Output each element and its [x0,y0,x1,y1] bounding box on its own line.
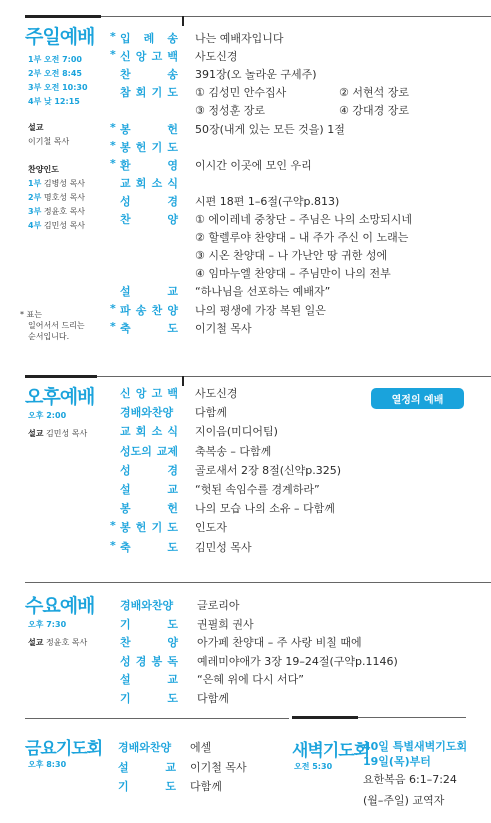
order-label: 신 앙 고 백 [120,50,178,64]
standing-marker: * [110,538,116,552]
sunday-time-4: 4부 낮 12:15 [28,97,80,106]
standing-marker: * [110,519,116,533]
leader-row: 2부 명호성 목사 [28,193,86,202]
order-value: 나는 예배자입니다 [195,32,284,45]
order-label: 교 회 소 식 [120,425,178,439]
wednesday-info [28,618,87,650]
afternoon-top-tick [182,376,184,386]
order-label: 성 경 [120,463,178,477]
sunday-time-3: 3부 오전 10:30 [28,83,88,92]
standing-marker: * [110,156,116,170]
leader-row: 4부 김민성 목사 [28,221,86,230]
sunday-top-line [101,16,491,17]
order-label: 경배와찬양 [118,741,172,754]
order-value: 축복송 – 다함께 [195,444,272,458]
order-label: 설 교 [120,483,178,496]
order-label: 축 도 [120,540,178,554]
leader-row: 3부 정윤호 목사 [28,207,86,216]
order-value: “은혜 위에 다시 서다” [197,673,304,687]
wednesday-title: 수요예배 [25,595,95,617]
sunday-time-1: 1부 오전 7:00 [28,55,82,64]
standing-marker: * [110,30,116,43]
sunday-sermon-pastor: 이기철 목사 [28,137,70,146]
order-label: 찬 양 [120,213,178,226]
wednesday-sermon: 설교 정윤호 목사 [28,638,88,647]
order-label: 기 도 [120,617,178,631]
order-value: 사도신경 [195,50,238,64]
order-value: 나의 평생에 가장 복된 일은 [195,303,326,317]
order-value: 나의 모습 나의 소유 – 다함께 [195,502,335,516]
sunday-top-rule [25,15,101,18]
order-label: 봉 헌 기 도 [120,521,178,535]
order-label: 환 영 [120,158,178,172]
wednesday-time: 오후 7:30 [28,620,67,629]
order-value: 다함께 [195,406,227,420]
order-value: 예레미야애가 3장 19–24절(구약p.1146) [197,654,398,668]
order-value: 골로새서 2장 8절(신약p.325) [195,463,342,477]
order-label: 성 경 봉 독 [120,654,178,668]
order-value: 50장(내게 있는 모든 것을) 1절 [195,122,345,136]
sunday-sermon [28,121,69,149]
order-label: 축 도 [120,321,178,335]
order-value: 이시간 이곳에 모인 우리 [195,158,312,172]
order-label: 설 교 [120,673,178,687]
afternoon-title: 오후예배 [25,386,95,408]
dawn-detail-1: 요한복음 6:1–7:24 [363,773,457,786]
order-value: 이기철 목사 [195,321,252,335]
order-value: ② 할렐루야 찬양대 – 내 주가 주신 이 노래는 [195,231,409,245]
order-value: 다함께 [190,780,222,793]
order-label: 경배와찬양 [120,406,174,420]
afternoon-top-line [97,376,491,377]
dawn-title: 새벽기도회 [292,741,370,761]
order-label: 교 회 소 식 [120,176,178,190]
dawn-headline-2: 19일(목)부터 [363,755,431,768]
order-value: 김민성 목사 [195,540,252,554]
order-value: ① 에이레네 중창단 – 주님은 나의 소망되시네 [195,213,412,226]
sunday-times [28,53,88,109]
order-label: 파 송 찬 양 [120,303,178,317]
order-value: ① 김성민 안수집사 [195,86,287,100]
order-value: ④ 임마누엘 찬양대 – 주님만이 나의 전부 [195,267,391,281]
standing-marker: * [110,319,116,333]
order-value-secondary: ② 서현석 장로 [339,86,409,100]
order-label: 기 도 [120,692,178,705]
order-value: ③ 시온 찬양대 – 나 가난안 땅 귀한 성에 [195,249,388,263]
order-label: 봉 헌 기 도 [120,140,178,154]
order-label: 찬 송 [120,68,178,82]
order-label: 참 회 기 도 [120,86,178,100]
standing-marker: * [110,301,116,315]
dawn-top-line [358,717,466,718]
friday-top-line [25,718,289,719]
order-label: 성 경 [120,194,178,208]
order-label: 찬 양 [120,636,178,650]
order-label: 봉 헌 [120,502,178,516]
order-value: 인도자 [195,521,227,535]
sunday-title: 주일예배 [25,26,95,48]
passion-worship-badge: 열정의 예배 [371,388,464,409]
sunday-praise-heading: 찬양인도 [28,165,59,174]
standing-marker: * [110,138,116,152]
afternoon-top-rule [25,375,97,378]
order-label: 설 교 [118,760,176,774]
afternoon-time: 오후 2:00 [28,411,67,420]
dawn-top-rule [292,716,358,719]
order-value: 시편 18편 1–6절(구약p.813) [195,194,340,208]
order-value: 다함께 [197,692,229,705]
order-value: 지이음(미디어팀) [195,425,278,439]
sunday-time-2: 2부 오전 8:45 [28,69,82,78]
order-value: “헛된 속임수를 경계하라” [195,483,320,496]
order-value-secondary: ④ 강대경 장로 [339,104,409,118]
sunday-top-tick [182,16,184,26]
order-value: 에셀 [190,741,212,754]
order-label: 설 교 [120,285,178,299]
order-value: 글로리아 [197,599,240,612]
afternoon-info [28,409,87,441]
order-label: 경배와찬양 [120,599,174,612]
order-value: ③ 정성훈 장로 [195,104,265,118]
standing-marker: * [110,48,116,62]
dawn-time: 오전 5:30 [294,762,333,771]
sunday-praise-leaders [28,163,85,233]
friday-time: 오후 8:30 [28,760,67,769]
order-value: 권필희 권사 [197,617,254,631]
dawn-headline-1: 40일 특별새벽기도회 [363,740,468,753]
order-value: 391장(오 놀라운 구세주) [195,68,317,82]
order-value: “하나님을 선포하는 예배자” [195,285,331,299]
afternoon-sermon: 설교 김민성 목사 [28,429,88,438]
order-label: 신 앙 고 백 [120,387,178,400]
order-value: 이기철 목사 [190,760,247,774]
order-value: 사도신경 [195,387,238,400]
dawn-detail-2: (월–주일) 교역자 [363,794,445,807]
standing-marker: * [110,120,116,134]
leader-row: 1부 김병성 목사 [28,179,86,188]
sunday-sermon-heading: 설교 [28,123,44,132]
wednesday-top-line [25,582,491,583]
order-label: 입 례 송 [120,32,178,45]
order-label: 봉 헌 [120,122,178,136]
order-label: 기 도 [118,780,176,793]
standing-note: * 표는 일어서서 드리는 순서입니다. [20,310,85,341]
order-value: 아가페 찬양대 – 주 사랑 비칠 때에 [197,636,362,650]
order-label: 성도의 교제 [120,444,178,458]
friday-title: 금요기도회 [25,739,103,759]
